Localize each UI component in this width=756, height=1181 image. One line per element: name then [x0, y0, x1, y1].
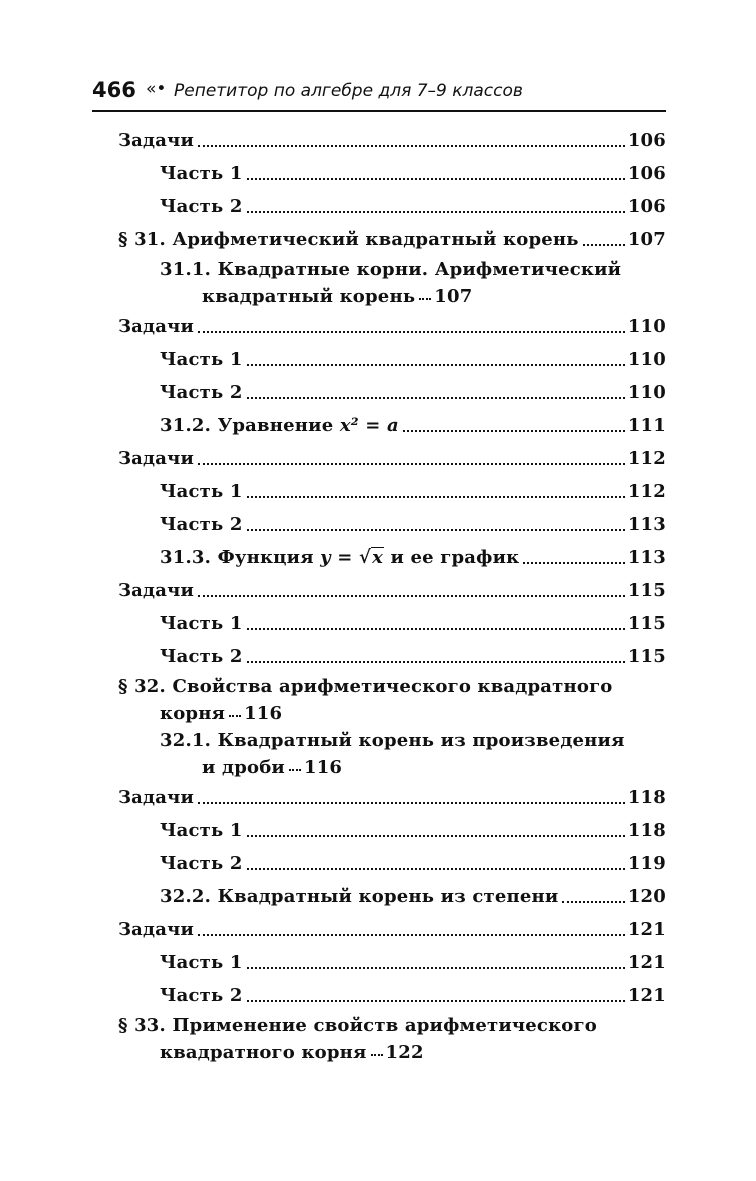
toc-entry-title-cont: и дроби [202, 757, 285, 778]
dot-leader [198, 802, 625, 804]
toc-entry-title: 32.1. Квадратный корень из произведения [160, 730, 625, 751]
toc-entry-title-cont: квадратный корень [202, 286, 416, 307]
toc-page-number: 110 [627, 349, 666, 370]
toc-entry-title [160, 376, 243, 409]
toc-entry-title [160, 475, 243, 508]
toc-entry-title [118, 913, 194, 946]
toc-entry[interactable] [118, 847, 666, 880]
book-title: Репетитор по алгебре для 7–9 классов [174, 81, 523, 101]
toc-entry-text: § 31. Арифметический квадратный корень [118, 229, 579, 250]
dot-leader [247, 178, 625, 180]
toc-entry-text: Часть 2 [160, 382, 243, 403]
dot-leader [247, 967, 625, 969]
toc-entry-title [118, 442, 194, 475]
toc-entry-title: § 33. Применение свойств арифметического [118, 1015, 597, 1036]
toc-entry-title [118, 574, 194, 607]
toc-entry-text-after: и ее график [384, 547, 520, 568]
toc-entry[interactable] [118, 541, 666, 574]
toc-entry-title-cont: корня [160, 703, 226, 724]
header-ornament: «• [146, 79, 167, 99]
toc-entry-text: Задачи [118, 130, 195, 151]
toc-entry[interactable] [118, 256, 666, 310]
toc-page-number: 106 [627, 163, 666, 184]
toc-entry-title [160, 979, 243, 1012]
dot-leader [198, 145, 625, 147]
toc-entry-title [160, 343, 243, 376]
toc-entry[interactable] [118, 979, 666, 1012]
dot-leader [523, 562, 624, 564]
toc-page-number: 115 [627, 646, 666, 667]
toc-page-number: 107 [434, 286, 473, 307]
toc-entry[interactable] [118, 814, 666, 847]
toc-entry-title [160, 409, 399, 442]
toc-entry-continuation [118, 700, 282, 727]
toc-entry-title [160, 946, 243, 979]
toc-page-number: 121 [627, 952, 666, 973]
dot-leader [247, 628, 625, 630]
toc-entry[interactable] [118, 190, 666, 223]
toc-entry-title [160, 607, 243, 640]
toc-entry[interactable] [118, 880, 666, 913]
toc-entry[interactable] [118, 574, 666, 607]
toc-entry[interactable] [118, 475, 666, 508]
dot-leader [198, 595, 625, 597]
dot-leader [289, 769, 301, 771]
dot-leader [247, 211, 625, 213]
dot-leader [247, 496, 625, 498]
toc-entry-text: Часть 1 [160, 820, 243, 841]
toc-entry-title: 31.1. Квадратные корни. Арифметический [160, 259, 622, 280]
toc-entry-title [118, 223, 579, 256]
toc-entry-title [118, 781, 194, 814]
dot-leader [198, 463, 625, 465]
toc-entry-title [118, 310, 194, 343]
toc-entry[interactable] [118, 343, 666, 376]
toc-entry-title [160, 640, 243, 673]
toc-page-number: 115 [627, 580, 666, 601]
toc-entry-title [160, 814, 243, 847]
page-number: 466 [92, 78, 136, 102]
toc-page-number: 118 [627, 820, 666, 841]
toc-entry[interactable] [118, 223, 666, 256]
dot-leader [247, 529, 625, 531]
toc-entry[interactable] [118, 673, 666, 727]
toc-entry[interactable] [118, 607, 666, 640]
toc-entry-text: Часть 1 [160, 613, 243, 634]
toc-entry-text: Часть 1 [160, 952, 243, 973]
toc-page-number: 110 [627, 316, 666, 337]
toc-page-number: 119 [627, 853, 666, 874]
toc-page-number: 115 [627, 613, 666, 634]
toc-entry-text: 32.2. Квадратный корень из степени [160, 886, 559, 907]
math-lhs: y = [320, 547, 360, 568]
dot-leader [247, 661, 625, 663]
toc-entry-text: Задачи [118, 919, 195, 940]
dot-leader [247, 397, 625, 399]
math-formula [320, 547, 384, 568]
toc-entry[interactable] [118, 157, 666, 190]
toc-page-number: 110 [627, 382, 666, 403]
toc-entry-text: Часть 2 [160, 985, 243, 1006]
toc-entry-text: Часть 2 [160, 196, 243, 217]
toc-entry-text: Задачи [118, 448, 195, 469]
toc-entry-text: Часть 2 [160, 853, 243, 874]
toc-page-number: 116 [303, 757, 343, 778]
toc-entry-text: Часть 1 [160, 481, 243, 502]
toc-entry-text: Часть 1 [160, 349, 243, 370]
dot-leader [403, 430, 625, 432]
toc-entry[interactable] [118, 1012, 666, 1066]
toc-page-number: 107 [627, 229, 666, 250]
toc-page-number: 120 [627, 886, 666, 907]
toc-page-number: 112 [627, 481, 666, 502]
dot-leader [247, 364, 625, 366]
toc-page-number: 113 [627, 514, 666, 535]
toc-entry[interactable] [118, 409, 666, 442]
running-header [92, 76, 666, 112]
toc-entry-title [118, 124, 194, 157]
toc-entry-text: Часть 1 [160, 163, 243, 184]
table-of-contents [118, 124, 666, 1066]
toc-entry[interactable] [118, 781, 666, 814]
toc-entry-title [160, 190, 243, 223]
toc-entry[interactable] [118, 124, 666, 157]
dot-leader [562, 901, 624, 903]
dot-leader [247, 868, 625, 870]
sqrt-radicand: x [372, 547, 384, 568]
dot-leader [198, 934, 625, 936]
dot-leader [247, 835, 625, 837]
toc-entry-text: Задачи [118, 787, 195, 808]
toc-page-number: 111 [627, 415, 666, 436]
toc-entry[interactable] [118, 913, 666, 946]
toc-entry-title [160, 157, 243, 190]
dot-leader [247, 1000, 625, 1002]
toc-entry[interactable] [118, 508, 666, 541]
toc-entry-text: Часть 2 [160, 646, 243, 667]
toc-entry[interactable] [118, 946, 666, 979]
dot-leader [419, 298, 431, 300]
toc-page-number: 121 [627, 985, 666, 1006]
toc-page-number: 113 [627, 547, 666, 568]
toc-page-number: 106 [627, 130, 666, 151]
toc-entry-continuation [160, 283, 472, 310]
toc-page-number: 106 [627, 196, 666, 217]
toc-entry-title: § 32. Свойства арифметического квадратного [118, 676, 613, 697]
toc-entry-text: 31.2. Уравнение [160, 415, 340, 436]
dot-leader [371, 1054, 383, 1056]
toc-page-number: 116 [244, 703, 283, 724]
toc-entry-title [160, 508, 243, 541]
toc-entry-text: Часть 2 [160, 514, 243, 535]
toc-entry-title-cont: квадратного корня [160, 1042, 367, 1063]
dot-leader [198, 331, 625, 333]
math-formula: x² = a [339, 415, 399, 436]
toc-entry[interactable] [118, 727, 666, 781]
dot-leader [229, 715, 241, 717]
toc-entry-text: 31.3. Функция [160, 547, 321, 568]
toc-entry-text: Задачи [118, 580, 195, 601]
toc-entry-title [160, 847, 243, 880]
toc-entry-title [160, 541, 519, 574]
toc-entry-continuation [118, 1039, 424, 1066]
toc-page-number: 112 [627, 448, 666, 469]
dot-leader [583, 244, 625, 246]
toc-entry[interactable] [118, 442, 666, 475]
toc-entry-title [160, 880, 558, 913]
toc-page-number: 118 [627, 787, 666, 808]
toc-page-number: 122 [385, 1042, 424, 1063]
toc-page-number: 121 [627, 919, 666, 940]
toc-entry-text: Задачи [118, 316, 195, 337]
sqrt-sign: √ [359, 547, 372, 568]
toc-entry-continuation [160, 754, 342, 781]
toc-entry[interactable] [118, 310, 666, 343]
toc-entry[interactable] [118, 376, 666, 409]
toc-entry[interactable] [118, 640, 666, 673]
